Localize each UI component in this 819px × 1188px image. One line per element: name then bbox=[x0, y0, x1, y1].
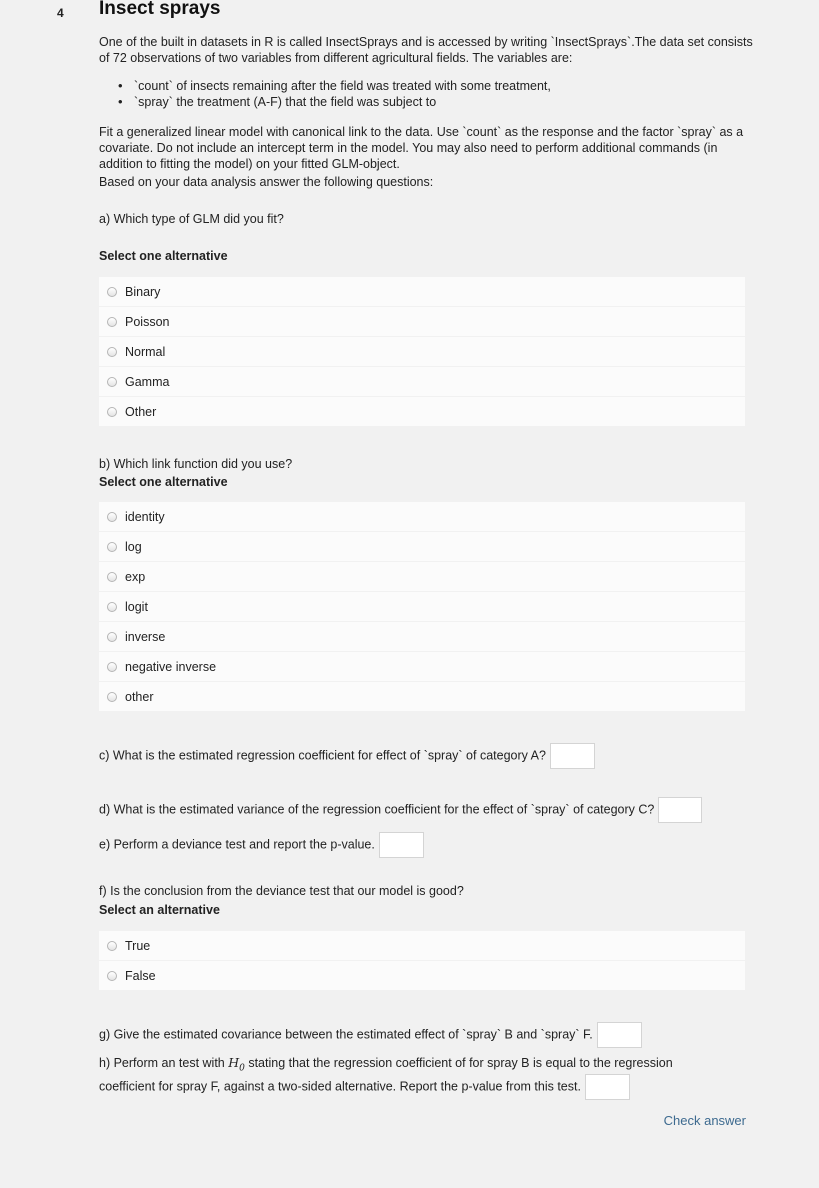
part-e-answer-input[interactable] bbox=[379, 832, 424, 858]
part-e-question: e) Perform a deviance test and report the p-value. bbox=[99, 837, 375, 852]
part-h-suffix: stating that the regression coefficient of for spray B is equal to the regression bbox=[244, 1056, 673, 1070]
option-exp[interactable] bbox=[99, 562, 745, 592]
part-c-question: c) What is the estimated regression coefficient for effect of `spray` of category A? bbox=[99, 748, 546, 763]
question-number: 4 bbox=[57, 6, 64, 20]
part-c-row bbox=[99, 743, 595, 769]
radio-button[interactable] bbox=[107, 347, 117, 357]
part-h-question-end: coefficient for spray F, against a two-sided alternative. Report the p-value from this test. bbox=[99, 1079, 581, 1094]
part-h-prefix: h) Perform an test with bbox=[99, 1056, 229, 1070]
intro-text: One of the built in datasets in R is called InsectSprays and is accessed by writing `InsectSprays`.The data set consists of 72 observations of two variables from different agricultural fields. The variables are: bbox=[99, 35, 753, 65]
variables-list bbox=[118, 78, 551, 110]
option-label: Binary bbox=[125, 284, 161, 299]
question-title: Insect sprays bbox=[99, 0, 221, 19]
option-inverse[interactable] bbox=[99, 622, 745, 652]
radio-button[interactable] bbox=[107, 572, 117, 582]
part-f-options bbox=[99, 931, 745, 991]
radio-button[interactable] bbox=[107, 971, 117, 981]
part-g-row bbox=[99, 1022, 642, 1048]
option-label: Normal bbox=[125, 344, 166, 359]
part-a-question: a) Which type of GLM did you fit? bbox=[99, 212, 284, 226]
option-label: True bbox=[125, 938, 151, 953]
option-label: inverse bbox=[125, 629, 166, 644]
option-other[interactable] bbox=[99, 682, 745, 712]
list-item: • `count` of insects remaining after the field was treated with some treatment, bbox=[118, 78, 551, 94]
option-logit[interactable] bbox=[99, 592, 745, 622]
part-f-question: f) Is the conclusion from the deviance test that our model is good? bbox=[99, 884, 464, 898]
option-poisson[interactable] bbox=[99, 307, 745, 337]
check-answer-link[interactable]: Check answer bbox=[663, 1113, 746, 1128]
radio-button[interactable] bbox=[107, 377, 117, 387]
option-gamma[interactable] bbox=[99, 367, 745, 397]
part-c-answer-input[interactable] bbox=[550, 743, 595, 769]
part-d-question: d) What is the estimated variance of the regression coefficient for the effect of `spray` of category C? bbox=[99, 802, 655, 817]
part-b-select-label: Select one alternative bbox=[99, 475, 228, 489]
radio-button[interactable] bbox=[107, 632, 117, 642]
part-b-question: b) Which link function did you use? bbox=[99, 457, 293, 471]
option-label: log bbox=[125, 539, 142, 554]
radio-button[interactable] bbox=[107, 692, 117, 702]
option-true[interactable] bbox=[99, 931, 745, 961]
option-label: identity bbox=[125, 509, 165, 524]
part-b-options bbox=[99, 502, 745, 712]
part-e-row bbox=[99, 832, 424, 858]
option-normal[interactable] bbox=[99, 337, 745, 367]
option-negative-inverse[interactable] bbox=[99, 652, 745, 682]
part-h-line-2 bbox=[99, 1074, 630, 1100]
part-f-select-label: Select an alternative bbox=[99, 903, 220, 917]
option-label: Other bbox=[125, 404, 157, 419]
option-label: exp bbox=[125, 569, 146, 584]
option-label: negative inverse bbox=[125, 659, 217, 674]
option-false[interactable] bbox=[99, 961, 745, 991]
option-other[interactable] bbox=[99, 397, 745, 427]
radio-button[interactable] bbox=[107, 542, 117, 552]
h0-symbol: $H_0$ bbox=[228, 1055, 245, 1074]
option-label: False bbox=[125, 968, 156, 983]
part-g-question: g) Give the estimated covariance between the estimated effect of `spray` B and `spray` F. bbox=[99, 1027, 593, 1042]
part-d-answer-input[interactable] bbox=[658, 797, 702, 823]
radio-button[interactable] bbox=[107, 941, 117, 951]
radio-button[interactable] bbox=[107, 287, 117, 297]
radio-button[interactable] bbox=[107, 512, 117, 522]
option-log[interactable] bbox=[99, 532, 745, 562]
option-binary[interactable] bbox=[99, 277, 745, 307]
option-label: Gamma bbox=[125, 374, 170, 389]
radio-button[interactable] bbox=[107, 317, 117, 327]
option-label: Poisson bbox=[125, 314, 170, 329]
list-item: • `spray` the treatment (A-F) that the field was subject to bbox=[118, 94, 551, 110]
part-d-row bbox=[99, 797, 702, 823]
part-h-answer-input[interactable] bbox=[585, 1074, 630, 1100]
part-a-options bbox=[99, 277, 745, 427]
option-label: logit bbox=[125, 599, 148, 614]
radio-button[interactable] bbox=[107, 602, 117, 612]
radio-button[interactable] bbox=[107, 662, 117, 672]
option-label: other bbox=[125, 689, 154, 704]
part-g-answer-input[interactable] bbox=[597, 1022, 642, 1048]
radio-button[interactable] bbox=[107, 407, 117, 417]
instructions-text: Fit a generalized linear model with canonical link to the data. Use `count` as the response and the factor `spray` as a covariate. Do not include an intercept term in the model. You may also need to perform additional commands (in addition to fitting the model) on your fitted GLM-object. bbox=[99, 125, 744, 171]
option-identity[interactable] bbox=[99, 502, 745, 532]
based-on-text: Based on your data analysis answer the following questions: bbox=[99, 175, 434, 189]
part-a-select-label: Select one alternative bbox=[99, 249, 228, 263]
part-h-line-1 bbox=[99, 1055, 673, 1074]
